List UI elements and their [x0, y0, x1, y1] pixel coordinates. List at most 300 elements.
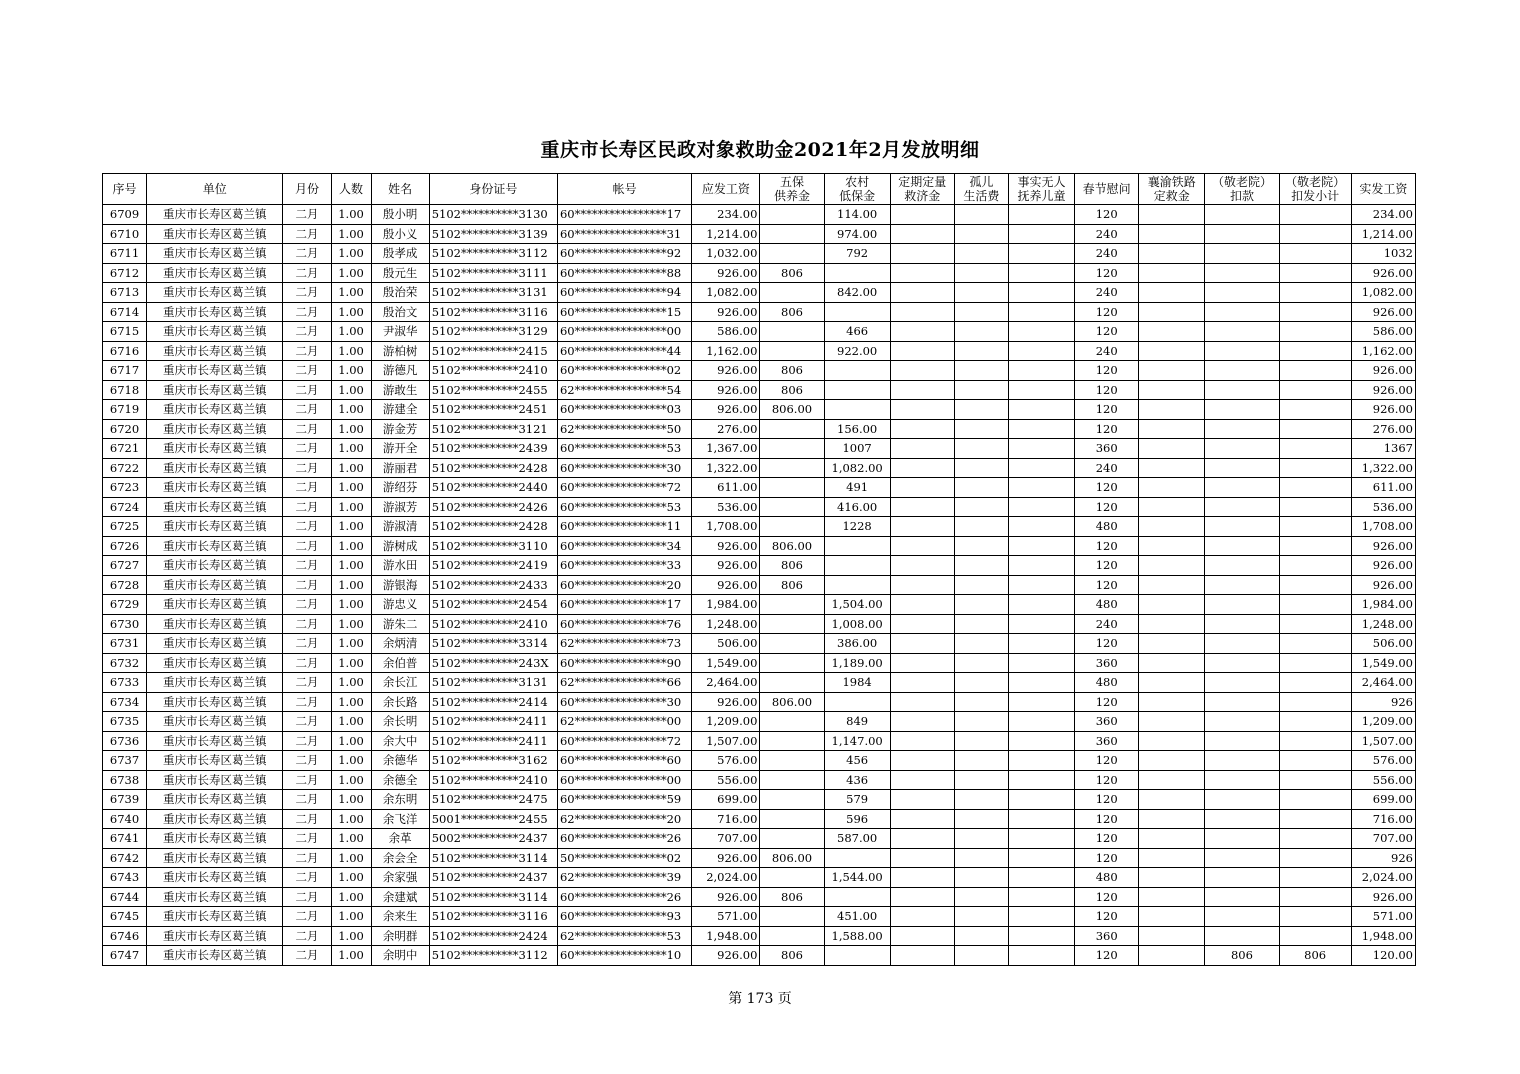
page-title: 重庆市长寿区民政对象救助金2021年2月发放明细	[540, 139, 980, 161]
unit-cell: 重庆市长寿区葛兰镇	[147, 536, 283, 556]
deduct-subtotal-cell	[1279, 790, 1351, 810]
count-cell: 1.00	[331, 731, 371, 751]
railway-relief-cell	[1139, 497, 1205, 517]
unit-cell: 重庆市长寿区葛兰镇	[147, 380, 283, 400]
month-cell: 二月	[283, 887, 331, 907]
five-guarantee-cell	[760, 478, 824, 498]
deduct-subtotal-cell	[1279, 361, 1351, 381]
table-row	[103, 595, 1416, 615]
count-cell: 1.00	[331, 361, 371, 381]
five-guarantee-cell	[760, 517, 824, 537]
fixed-relief-cell	[890, 614, 954, 634]
count-cell: 1.00	[331, 322, 371, 342]
railway-relief-cell	[1139, 361, 1205, 381]
name-cell: 游德凡	[371, 361, 429, 381]
month-cell: 二月	[283, 848, 331, 868]
five-guarantee-cell	[760, 770, 824, 790]
railway-relief-cell	[1139, 322, 1205, 342]
orphan-cell	[954, 517, 1008, 537]
festival-cell: 120	[1075, 907, 1139, 927]
name-cell: 游绍芬	[371, 478, 429, 498]
railway-relief-cell	[1139, 731, 1205, 751]
deduct-subtotal-cell	[1279, 302, 1351, 322]
railway-relief-cell	[1139, 224, 1205, 244]
orphan-cell	[954, 614, 1008, 634]
unsupported-child-cell	[1008, 341, 1074, 361]
month-cell: 二月	[283, 595, 331, 615]
railway-relief-cell	[1139, 556, 1205, 576]
railway-relief-cell	[1139, 926, 1205, 946]
name-cell: 游淑清	[371, 517, 429, 537]
name-cell: 游柏树	[371, 341, 429, 361]
fixed-relief-cell	[890, 653, 954, 673]
month-cell: 二月	[283, 341, 331, 361]
five-guarantee-cell	[760, 673, 824, 693]
festival-cell: 240	[1075, 244, 1139, 264]
name-cell: 余来生	[371, 907, 429, 927]
count-cell: 1.00	[331, 790, 371, 810]
serial-cell: 6710	[103, 224, 147, 244]
nursing-deduct-cell	[1205, 536, 1279, 556]
deduct-subtotal-cell	[1279, 556, 1351, 576]
payable-cell: 1,322.00	[692, 458, 760, 478]
orphan-cell	[954, 205, 1008, 225]
orphan-cell	[954, 556, 1008, 576]
deduct-subtotal-cell	[1279, 712, 1351, 732]
rural-subsistence-cell: 1,082.00	[824, 458, 890, 478]
payable-cell: 1,507.00	[692, 731, 760, 751]
deduct-subtotal-cell	[1279, 926, 1351, 946]
account-cell: 60****************33	[557, 556, 691, 576]
fixed-relief-cell	[890, 439, 954, 459]
festival-cell: 360	[1075, 653, 1139, 673]
fixed-relief-cell	[890, 634, 954, 654]
actual-pay-cell: 926.00	[1351, 575, 1415, 595]
table-row	[103, 263, 1416, 283]
table-row	[103, 926, 1416, 946]
five-guarantee-cell: 806	[760, 946, 824, 966]
rural-subsistence-cell	[824, 946, 890, 966]
count-cell: 1.00	[331, 653, 371, 673]
orphan-cell	[954, 751, 1008, 771]
festival-cell: 240	[1075, 614, 1139, 634]
rural-subsistence-cell: 386.00	[824, 634, 890, 654]
count-cell: 1.00	[331, 224, 371, 244]
five-guarantee-cell	[760, 614, 824, 634]
id-number-cell: 5102**********3130	[429, 205, 557, 225]
five-guarantee-cell	[760, 458, 824, 478]
id-number-cell: 5102**********3116	[429, 907, 557, 927]
deduct-subtotal-cell	[1279, 263, 1351, 283]
payable-cell: 2,464.00	[692, 673, 760, 693]
actual-pay-cell: 1,948.00	[1351, 926, 1415, 946]
fixed-relief-cell	[890, 907, 954, 927]
id-number-cell: 5002**********2437	[429, 829, 557, 849]
table-row	[103, 614, 1416, 634]
unit-cell: 重庆市长寿区葛兰镇	[147, 224, 283, 244]
count-cell: 1.00	[331, 946, 371, 966]
nursing-deduct-cell	[1205, 224, 1279, 244]
railway-relief-cell	[1139, 478, 1205, 498]
id-number-cell: 5102**********2455	[429, 380, 557, 400]
table-row	[103, 634, 1416, 654]
serial-cell: 6747	[103, 946, 147, 966]
railway-relief-cell	[1139, 653, 1205, 673]
orphan-cell	[954, 848, 1008, 868]
payable-cell: 707.00	[692, 829, 760, 849]
month-cell: 二月	[283, 731, 331, 751]
five-guarantee-cell: 806	[760, 361, 824, 381]
nursing-deduct-cell	[1205, 634, 1279, 654]
name-cell: 殷治文	[371, 302, 429, 322]
column-header: 春节慰问	[1075, 174, 1139, 205]
five-guarantee-cell: 806.00	[760, 400, 824, 420]
count-cell: 1.00	[331, 497, 371, 517]
rural-subsistence-cell: 842.00	[824, 283, 890, 303]
five-guarantee-cell	[760, 205, 824, 225]
month-cell: 二月	[283, 946, 331, 966]
id-number-cell: 5102**********2454	[429, 595, 557, 615]
railway-relief-cell	[1139, 205, 1205, 225]
railway-relief-cell	[1139, 614, 1205, 634]
payable-cell: 926.00	[692, 887, 760, 907]
five-guarantee-cell	[760, 809, 824, 829]
fixed-relief-cell	[890, 887, 954, 907]
account-cell: 60****************60	[557, 751, 691, 771]
festival-cell: 120	[1075, 575, 1139, 595]
serial-cell: 6728	[103, 575, 147, 595]
account-cell: 60****************59	[557, 790, 691, 810]
table-row	[103, 556, 1416, 576]
month-cell: 二月	[283, 575, 331, 595]
count-cell: 1.00	[331, 341, 371, 361]
unsupported-child-cell	[1008, 575, 1074, 595]
id-number-cell: 5102**********243X	[429, 653, 557, 673]
railway-relief-cell	[1139, 692, 1205, 712]
railway-relief-cell	[1139, 790, 1205, 810]
name-cell: 游建全	[371, 400, 429, 420]
orphan-cell	[954, 790, 1008, 810]
fixed-relief-cell	[890, 224, 954, 244]
name-cell: 余明群	[371, 926, 429, 946]
count-cell: 1.00	[331, 263, 371, 283]
account-cell: 60****************53	[557, 497, 691, 517]
unit-cell: 重庆市长寿区葛兰镇	[147, 790, 283, 810]
payable-cell: 926.00	[692, 556, 760, 576]
count-cell: 1.00	[331, 848, 371, 868]
nursing-deduct-cell	[1205, 497, 1279, 517]
serial-cell: 6725	[103, 517, 147, 537]
railway-relief-cell	[1139, 848, 1205, 868]
fixed-relief-cell	[890, 809, 954, 829]
five-guarantee-cell: 806.00	[760, 536, 824, 556]
festival-cell: 360	[1075, 731, 1139, 751]
payable-cell: 1,082.00	[692, 283, 760, 303]
serial-cell: 6746	[103, 926, 147, 946]
id-number-cell: 5102**********2419	[429, 556, 557, 576]
nursing-deduct-cell	[1205, 322, 1279, 342]
table-row	[103, 400, 1416, 420]
rural-subsistence-cell: 1984	[824, 673, 890, 693]
rural-subsistence-cell: 1,189.00	[824, 653, 890, 673]
month-cell: 二月	[283, 380, 331, 400]
payable-cell: 576.00	[692, 751, 760, 771]
month-cell: 二月	[283, 907, 331, 927]
serial-cell: 6737	[103, 751, 147, 771]
unit-cell: 重庆市长寿区葛兰镇	[147, 887, 283, 907]
railway-relief-cell	[1139, 770, 1205, 790]
unit-cell: 重庆市长寿区葛兰镇	[147, 322, 283, 342]
id-number-cell: 5102**********3131	[429, 673, 557, 693]
festival-cell: 120	[1075, 848, 1139, 868]
nursing-deduct-cell	[1205, 556, 1279, 576]
payable-cell: 926.00	[692, 380, 760, 400]
name-cell: 余明中	[371, 946, 429, 966]
actual-pay-cell: 926.00	[1351, 263, 1415, 283]
orphan-cell	[954, 419, 1008, 439]
column-header: 帐号	[557, 174, 691, 205]
name-cell: 游朱二	[371, 614, 429, 634]
id-number-cell: 5102**********2428	[429, 517, 557, 537]
rural-subsistence-cell: 456	[824, 751, 890, 771]
railway-relief-cell	[1139, 946, 1205, 966]
name-cell: 游金芳	[371, 419, 429, 439]
unsupported-child-cell	[1008, 458, 1074, 478]
fixed-relief-cell	[890, 361, 954, 381]
month-cell: 二月	[283, 673, 331, 693]
fixed-relief-cell	[890, 283, 954, 303]
id-number-cell: 5102**********2451	[429, 400, 557, 420]
payable-cell: 1,162.00	[692, 341, 760, 361]
month-cell: 二月	[283, 322, 331, 342]
table-row	[103, 692, 1416, 712]
unit-cell: 重庆市长寿区葛兰镇	[147, 595, 283, 615]
fixed-relief-cell	[890, 302, 954, 322]
table-row	[103, 673, 1416, 693]
unit-cell: 重庆市长寿区葛兰镇	[147, 283, 283, 303]
count-cell: 1.00	[331, 614, 371, 634]
nursing-deduct-cell	[1205, 478, 1279, 498]
count-cell: 1.00	[331, 887, 371, 907]
payable-cell: 926.00	[692, 946, 760, 966]
account-cell: 60****************88	[557, 263, 691, 283]
unit-cell: 重庆市长寿区葛兰镇	[147, 419, 283, 439]
serial-cell: 6744	[103, 887, 147, 907]
count-cell: 1.00	[331, 244, 371, 264]
account-cell: 60****************93	[557, 907, 691, 927]
unit-cell: 重庆市长寿区葛兰镇	[147, 673, 283, 693]
id-number-cell: 5102**********2437	[429, 868, 557, 888]
actual-pay-cell: 1,082.00	[1351, 283, 1415, 303]
payable-cell: 926.00	[692, 400, 760, 420]
five-guarantee-cell	[760, 907, 824, 927]
table-row	[103, 517, 1416, 537]
fixed-relief-cell	[890, 790, 954, 810]
account-cell: 60****************15	[557, 302, 691, 322]
month-cell: 二月	[283, 419, 331, 439]
deduct-subtotal-cell	[1279, 536, 1351, 556]
account-cell: 60****************10	[557, 946, 691, 966]
serial-cell: 6718	[103, 380, 147, 400]
actual-pay-cell: 611.00	[1351, 478, 1415, 498]
rural-subsistence-cell: 436	[824, 770, 890, 790]
fixed-relief-cell	[890, 926, 954, 946]
month-cell: 二月	[283, 400, 331, 420]
payable-cell: 234.00	[692, 205, 760, 225]
name-cell: 游开全	[371, 439, 429, 459]
rural-subsistence-cell: 1,008.00	[824, 614, 890, 634]
unsupported-child-cell	[1008, 478, 1074, 498]
id-number-cell: 5102**********2424	[429, 926, 557, 946]
payable-cell: 1,549.00	[692, 653, 760, 673]
name-cell: 游银海	[371, 575, 429, 595]
orphan-cell	[954, 770, 1008, 790]
railway-relief-cell	[1139, 868, 1205, 888]
actual-pay-cell: 1,248.00	[1351, 614, 1415, 634]
actual-pay-cell: 926	[1351, 692, 1415, 712]
fixed-relief-cell	[890, 380, 954, 400]
month-cell: 二月	[283, 536, 331, 556]
month-cell: 二月	[283, 809, 331, 829]
fixed-relief-cell	[890, 595, 954, 615]
orphan-cell	[954, 887, 1008, 907]
orphan-cell	[954, 673, 1008, 693]
count-cell: 1.00	[331, 595, 371, 615]
month-cell: 二月	[283, 829, 331, 849]
count-cell: 1.00	[331, 770, 371, 790]
month-cell: 二月	[283, 517, 331, 537]
month-cell: 二月	[283, 614, 331, 634]
unit-cell: 重庆市长寿区葛兰镇	[147, 946, 283, 966]
account-cell: 62****************53	[557, 926, 691, 946]
deduct-subtotal-cell	[1279, 244, 1351, 264]
account-cell: 62****************50	[557, 419, 691, 439]
actual-pay-cell: 926.00	[1351, 887, 1415, 907]
orphan-cell	[954, 283, 1008, 303]
name-cell: 余长江	[371, 673, 429, 693]
actual-pay-cell: 1032	[1351, 244, 1415, 264]
actual-pay-cell: 926.00	[1351, 361, 1415, 381]
orphan-cell	[954, 224, 1008, 244]
five-guarantee-cell: 806	[760, 556, 824, 576]
unit-cell: 重庆市长寿区葛兰镇	[147, 205, 283, 225]
deduct-subtotal-cell	[1279, 770, 1351, 790]
rural-subsistence-cell: 1228	[824, 517, 890, 537]
festival-cell: 120	[1075, 634, 1139, 654]
account-cell: 60****************31	[557, 224, 691, 244]
column-header: 序号	[103, 174, 147, 205]
fixed-relief-cell	[890, 829, 954, 849]
account-cell: 60****************30	[557, 692, 691, 712]
month-cell: 二月	[283, 224, 331, 244]
name-cell: 游淑芳	[371, 497, 429, 517]
name-cell: 尹淑华	[371, 322, 429, 342]
serial-cell: 6734	[103, 692, 147, 712]
festival-cell: 120	[1075, 263, 1139, 283]
count-cell: 1.00	[331, 517, 371, 537]
nursing-deduct-cell	[1205, 517, 1279, 537]
unit-cell: 重庆市长寿区葛兰镇	[147, 926, 283, 946]
actual-pay-cell: 926.00	[1351, 536, 1415, 556]
unit-cell: 重庆市长寿区葛兰镇	[147, 497, 283, 517]
unit-cell: 重庆市长寿区葛兰镇	[147, 614, 283, 634]
rural-subsistence-cell: 1,147.00	[824, 731, 890, 751]
unit-cell: 重庆市长寿区葛兰镇	[147, 731, 283, 751]
festival-cell: 480	[1075, 868, 1139, 888]
id-number-cell: 5102**********2415	[429, 341, 557, 361]
rural-subsistence-cell	[824, 380, 890, 400]
name-cell: 余建斌	[371, 887, 429, 907]
id-number-cell: 5102**********2475	[429, 790, 557, 810]
count-cell: 1.00	[331, 829, 371, 849]
rural-subsistence-cell: 849	[824, 712, 890, 732]
rural-subsistence-cell: 1,504.00	[824, 595, 890, 615]
deduct-subtotal-cell	[1279, 907, 1351, 927]
unit-cell: 重庆市长寿区葛兰镇	[147, 712, 283, 732]
table-row	[103, 712, 1416, 732]
column-header: 孤儿 生活费	[954, 174, 1008, 205]
deduct-subtotal-cell	[1279, 341, 1351, 361]
deduct-subtotal-cell	[1279, 731, 1351, 751]
festival-cell: 120	[1075, 205, 1139, 225]
rural-subsistence-cell	[824, 692, 890, 712]
unit-cell: 重庆市长寿区葛兰镇	[147, 556, 283, 576]
deduct-subtotal-cell	[1279, 887, 1351, 907]
orphan-cell	[954, 302, 1008, 322]
column-header: （敬老院） 扣发小计	[1279, 174, 1351, 205]
orphan-cell	[954, 907, 1008, 927]
name-cell: 余东明	[371, 790, 429, 810]
unsupported-child-cell	[1008, 595, 1074, 615]
serial-cell: 6735	[103, 712, 147, 732]
column-header: 实发工资	[1351, 174, 1415, 205]
account-cell: 60****************20	[557, 575, 691, 595]
unit-cell: 重庆市长寿区葛兰镇	[147, 653, 283, 673]
nursing-deduct-cell	[1205, 692, 1279, 712]
payable-cell: 1,209.00	[692, 712, 760, 732]
unsupported-child-cell	[1008, 829, 1074, 849]
count-cell: 1.00	[331, 478, 371, 498]
id-number-cell: 5102**********3121	[429, 419, 557, 439]
unsupported-child-cell	[1008, 926, 1074, 946]
unit-cell: 重庆市长寿区葛兰镇	[147, 575, 283, 595]
unit-cell: 重庆市长寿区葛兰镇	[147, 751, 283, 771]
month-cell: 二月	[283, 497, 331, 517]
festival-cell: 240	[1075, 283, 1139, 303]
actual-pay-cell: 2,024.00	[1351, 868, 1415, 888]
nursing-deduct-cell	[1205, 848, 1279, 868]
rural-subsistence-cell: 1007	[824, 439, 890, 459]
month-cell: 二月	[283, 244, 331, 264]
id-number-cell: 5102**********3116	[429, 302, 557, 322]
fixed-relief-cell	[890, 673, 954, 693]
five-guarantee-cell	[760, 751, 824, 771]
column-header: 襄渝铁路 定救金	[1139, 174, 1205, 205]
table-row	[103, 887, 1416, 907]
payable-cell: 926.00	[692, 302, 760, 322]
nursing-deduct-cell: 806	[1205, 946, 1279, 966]
festival-cell: 480	[1075, 673, 1139, 693]
serial-cell: 6741	[103, 829, 147, 849]
rural-subsistence-cell	[824, 848, 890, 868]
payable-cell: 1,984.00	[692, 595, 760, 615]
railway-relief-cell	[1139, 536, 1205, 556]
rural-subsistence-cell: 587.00	[824, 829, 890, 849]
unsupported-child-cell	[1008, 263, 1074, 283]
serial-cell: 6738	[103, 770, 147, 790]
serial-cell: 6740	[103, 809, 147, 829]
serial-cell: 6721	[103, 439, 147, 459]
